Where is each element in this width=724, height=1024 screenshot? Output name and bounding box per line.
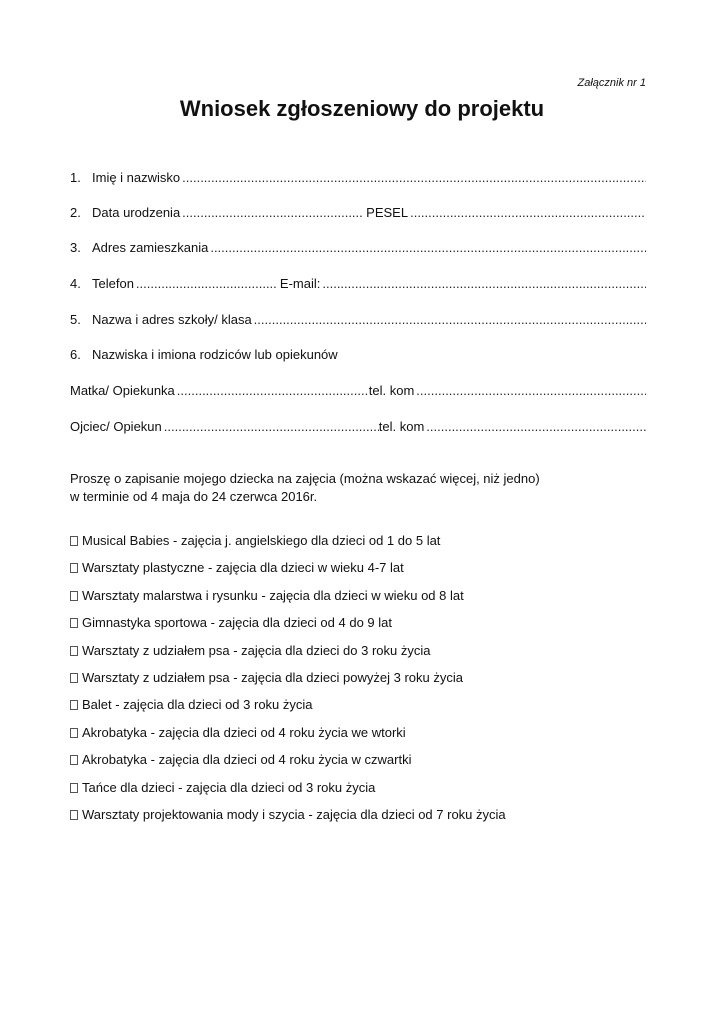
field-number: 5. xyxy=(70,312,81,327)
checkbox[interactable] xyxy=(70,700,78,710)
field-dob[interactable] xyxy=(70,205,646,220)
checkbox[interactable] xyxy=(70,810,78,820)
activity-label: Warsztaty malarstwa i rysunku - zajęcia dla dzieci w wieku od 8 lat xyxy=(82,588,464,603)
field-label: Telefon xyxy=(92,276,134,291)
activity-option[interactable] xyxy=(70,615,392,630)
fill-line[interactable] xyxy=(426,419,646,434)
field-parents-heading xyxy=(70,347,646,362)
activity-label: Akrobatyka - zajęcia dla dzieci od 4 roku życia we wtorki xyxy=(82,725,406,740)
activity-option[interactable] xyxy=(70,725,406,740)
activity-option[interactable] xyxy=(70,588,464,603)
fill-line[interactable] xyxy=(164,419,379,434)
activity-option[interactable] xyxy=(70,533,440,548)
checkbox[interactable] xyxy=(70,618,78,628)
activity-option[interactable] xyxy=(70,560,404,575)
activity-label: Warsztaty z udziałem psa - zajęcia dla dzieci powyżej 3 roku życia xyxy=(82,670,463,685)
field-number: 2. xyxy=(70,205,81,220)
field-school[interactable] xyxy=(70,312,646,327)
checkbox[interactable] xyxy=(70,591,78,601)
field-name[interactable] xyxy=(70,170,646,185)
fill-line[interactable] xyxy=(182,170,646,185)
field-label: Adres zamieszkania xyxy=(92,240,209,255)
field-label: Imię i nazwisko xyxy=(92,170,181,185)
activity-label: Musical Babies - zajęcia j. angielskiego dla dzieci od 1 do 5 lat xyxy=(82,533,441,548)
activity-option[interactable] xyxy=(70,752,411,767)
fill-line[interactable] xyxy=(416,383,646,398)
fill-line[interactable] xyxy=(182,205,362,220)
fill-line[interactable] xyxy=(136,276,276,291)
request-line: Proszę o zapisanie mojego dziecka na zajęcia (można wskazać więcej, niż jedno) xyxy=(70,471,540,486)
checkbox[interactable] xyxy=(70,755,78,765)
field-number: 4. xyxy=(70,276,81,291)
activity-option[interactable] xyxy=(70,780,375,795)
activity-label: Balet - zajęcia dla dzieci od 3 roku życia xyxy=(82,697,313,712)
fill-line[interactable] xyxy=(322,276,646,291)
activity-option[interactable] xyxy=(70,670,463,685)
field-label: Data urodzenia xyxy=(92,205,181,220)
activity-label: Gimnastyka sportowa - zajęcia dla dzieci od 4 do 9 lat xyxy=(82,615,392,630)
field-number: 6. xyxy=(70,347,81,362)
fill-line[interactable] xyxy=(177,383,369,398)
request-line: w terminie od 4 maja do 24 czerwca 2016r. xyxy=(70,489,318,504)
activity-option[interactable] xyxy=(70,807,506,822)
field-label-phone: tel. kom xyxy=(378,419,425,434)
field-label: Ojciec/ Opiekun xyxy=(70,419,162,434)
activity-option[interactable] xyxy=(70,697,313,712)
activity-label: Warsztaty z udziałem psa - zajęcia dla dzieci do 3 roku życia xyxy=(82,643,431,658)
document-title: Wniosek zgłoszeniowy do projektu xyxy=(179,96,545,121)
annex-label: Załącznik nr 1 xyxy=(577,77,646,89)
activity-label: Warsztaty plastyczne - zajęcia dla dzieci w wieku 4-7 lat xyxy=(82,560,404,575)
activity-label: Warsztaty projektowania mody i szycia - zajęcia dla dzieci od 7 roku życia xyxy=(82,807,506,822)
checkbox[interactable] xyxy=(70,536,78,546)
request-paragraph xyxy=(70,470,630,506)
fill-line[interactable] xyxy=(210,240,646,255)
checkbox[interactable] xyxy=(70,783,78,793)
field-number: 1. xyxy=(70,170,81,185)
field-phone[interactable] xyxy=(70,276,646,291)
field-number: 3. xyxy=(70,240,81,255)
field-label-pesel: PESEL xyxy=(366,205,409,220)
field-label: Matka/ Opiekunka xyxy=(70,383,175,398)
field-label-phone: tel. kom xyxy=(368,383,415,398)
fill-line[interactable] xyxy=(410,205,646,220)
checkbox[interactable] xyxy=(70,646,78,656)
field-label-email: E-mail: xyxy=(279,276,321,291)
checkbox[interactable] xyxy=(70,728,78,738)
field-label: Nazwiska i imiona rodziców lub opiekunów xyxy=(92,347,338,362)
activity-label: Akrobatyka - zajęcia dla dzieci od 4 roku życia w czwartki xyxy=(82,752,412,767)
checkbox[interactable] xyxy=(70,563,78,573)
field-label: Nazwa i adres szkoły/ klasa xyxy=(92,312,252,327)
checkbox[interactable] xyxy=(70,673,78,683)
activity-option[interactable] xyxy=(70,643,431,658)
field-mother[interactable] xyxy=(70,383,646,398)
activity-label: Tańce dla dzieci - zajęcia dla dzieci od 3 roku życia xyxy=(82,780,376,795)
fill-line[interactable] xyxy=(254,312,646,327)
field-address[interactable] xyxy=(70,240,646,255)
field-father[interactable] xyxy=(70,419,646,434)
